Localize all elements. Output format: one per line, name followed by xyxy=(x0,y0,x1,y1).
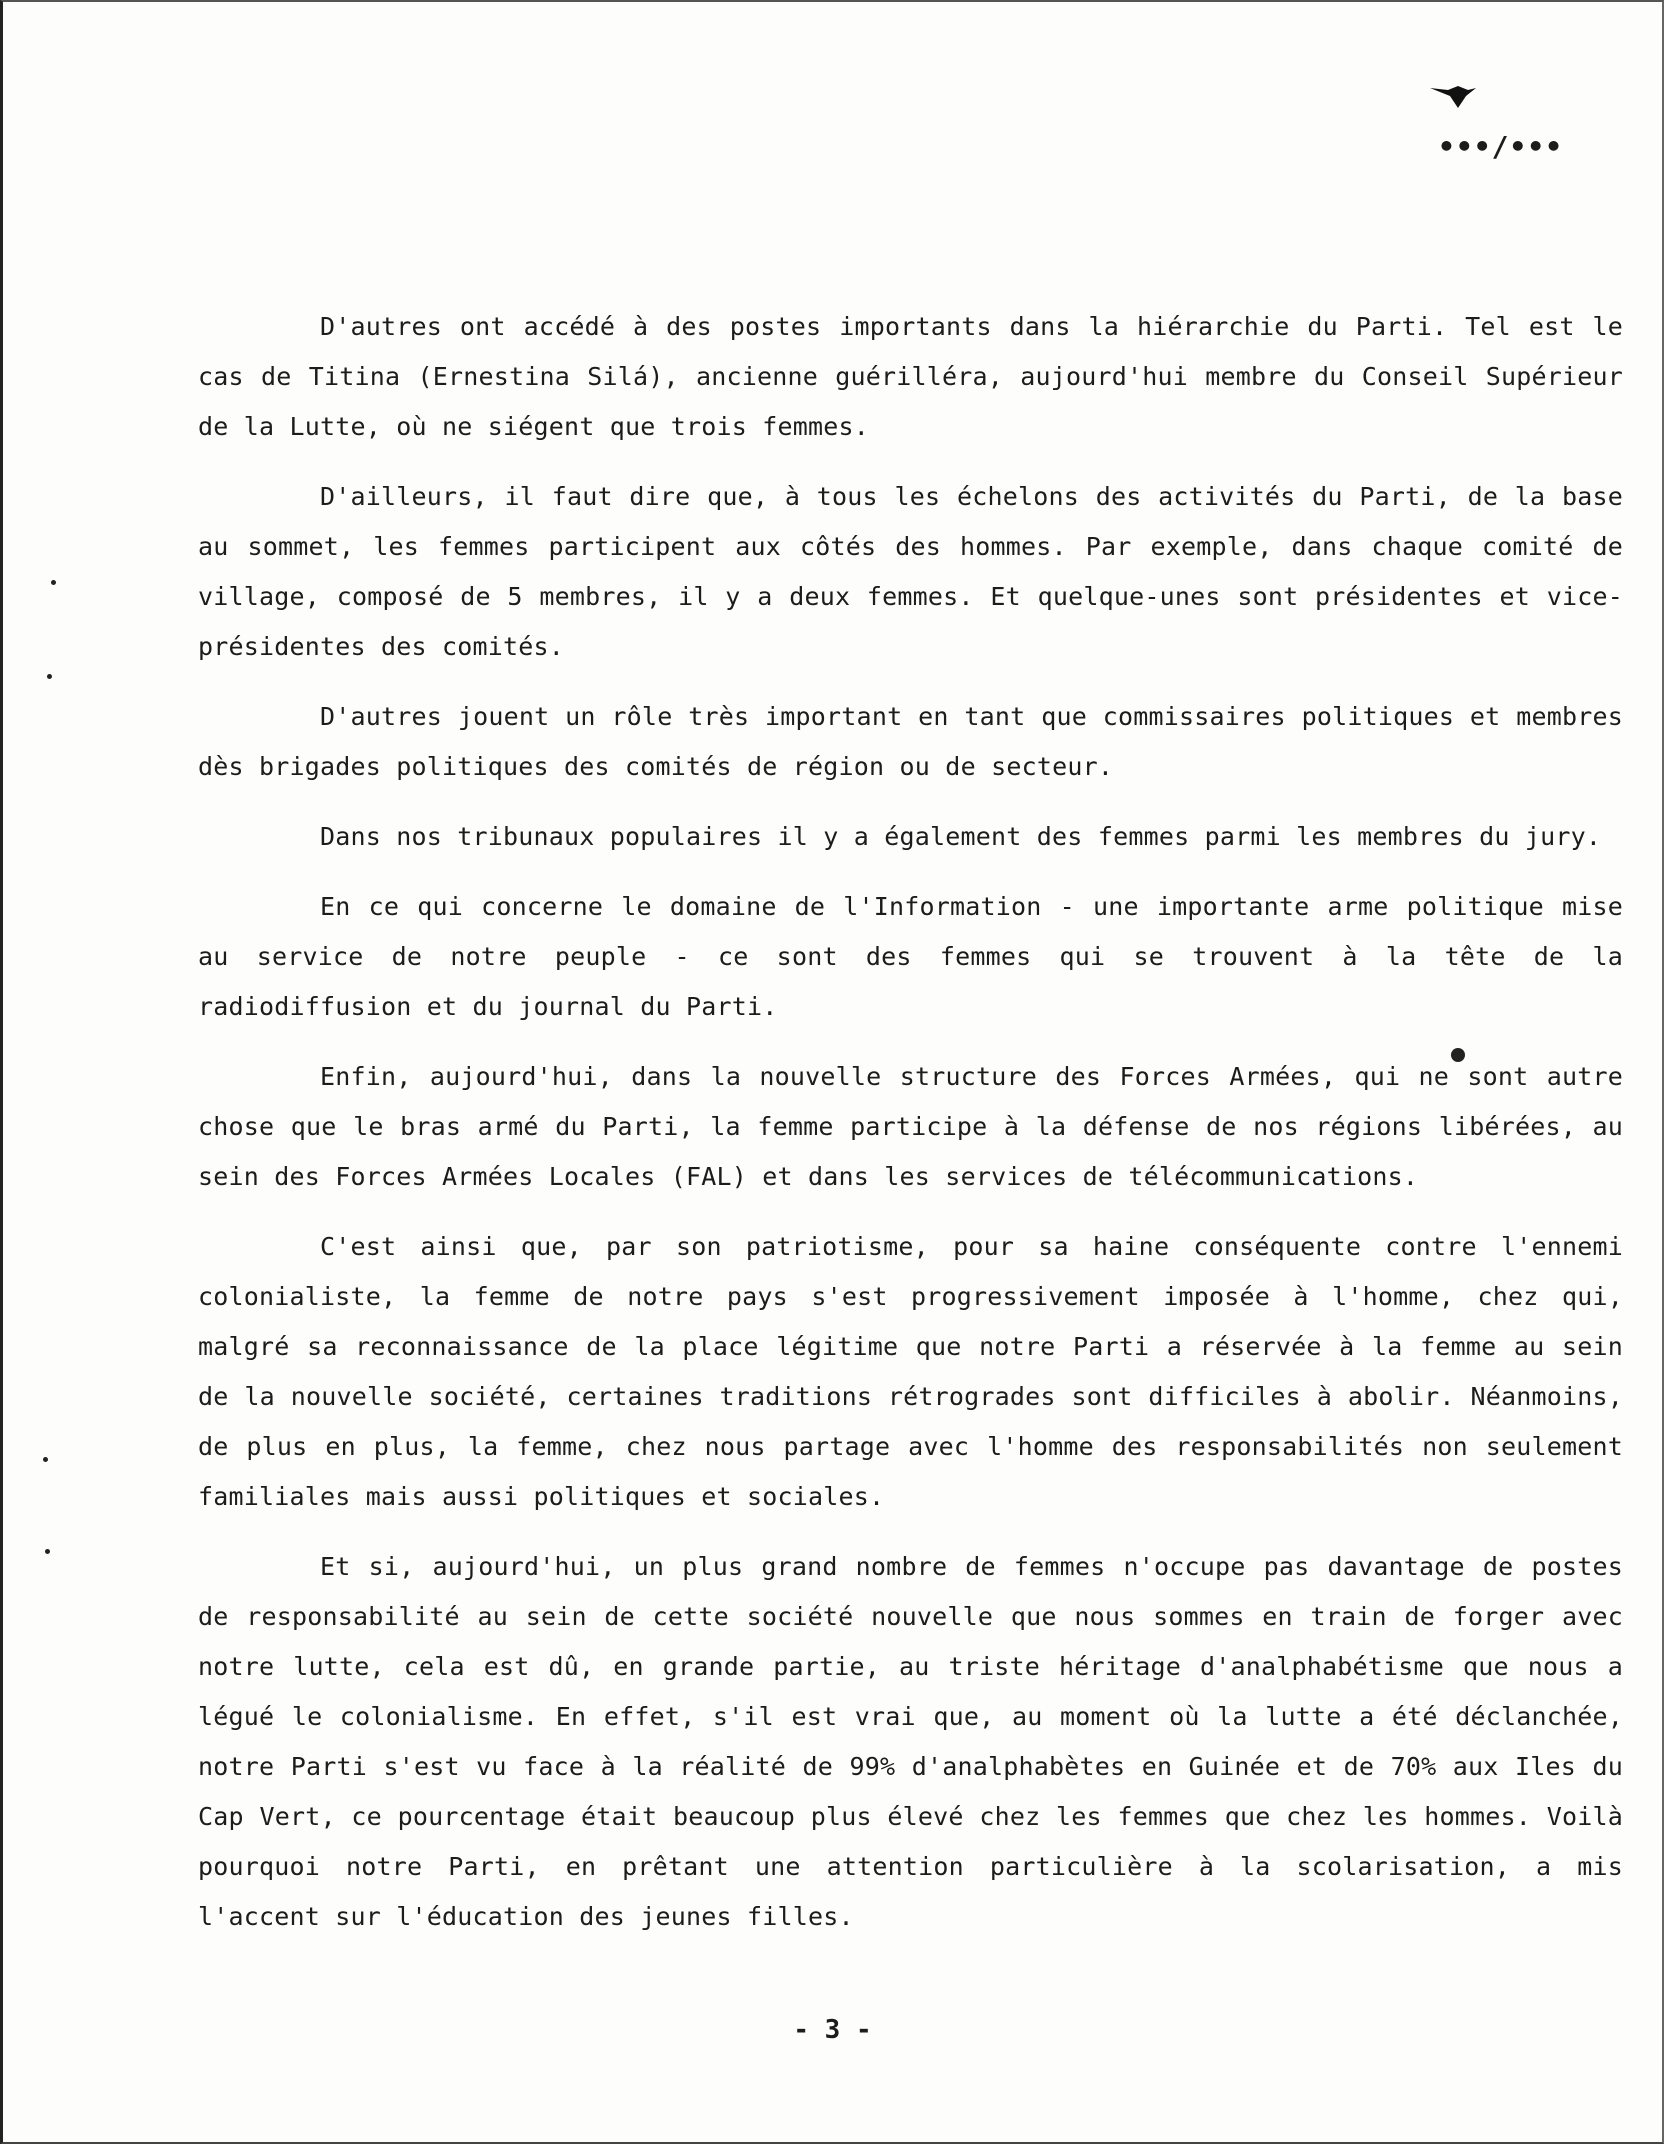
paragraph-8: Et si, aujourd'hui, un plus grand nombre de femmes n'occupe pas davantage de postes de responsabilité au sein de cette société nouvelle que nous sommes en train de forger avec notre lutte, cela est dû, en grande partie, au triste héritage d'analphabétisme que nous a légué le colonialisme. En effet, s'il est vrai que, au moment où la lutte a été déclanchée, notre Parti s'est vu face à la réalité de 99% d'analphabètes en Guinée et de 70% aux Iles du Cap Vert, ce pourcentage était beaucoup plus élevé chez les femmes que chez les hommes. Voilà pourquoi notre Parti, en prêtant une attention particulière à la scolarisation, a mis l'accent sur l'éducation des jeunes filles. xyxy=(198,1552,1623,1931)
scan-speck xyxy=(51,580,56,585)
body-text xyxy=(198,302,1623,1962)
paragraph-7: C'est ainsi que, par son patriotisme, pour sa haine conséquente contre l'ennemi colonialiste, la femme de notre pays s'est progressivement imposée à l'homme, chez qui, malgré sa reconnaissance de la place légitime que notre Parti a réservée à la femme au sein de la nouvelle société, certaines traditions rétrogrades sont difficiles à abolir. Néanmoins, de plus en plus, la femme, chez nous partage avec l'homme des responsabilités non seulement familiales mais aussi politiques et sociales. xyxy=(198,1232,1623,1511)
paragraph-3: D'autres jouent un rôle très important en tant que commissaires politiques et membres dès brigades politiques des comités de région ou de secteur. xyxy=(198,702,1623,781)
ink-blot-icon xyxy=(1428,82,1478,112)
scan-speck xyxy=(45,1549,50,1554)
paragraph-2: D'ailleurs, il faut dire que, à tous les échelons des activités du Parti, de la base au sommet, les femmes participent aux côtés des hommes. Par exemple, dans chaque comité de village, composé de 5 membres, il y a deux femmes. Et quelque-unes sont présidentes et vice-présidentes des comités. xyxy=(198,482,1623,661)
continuation-mark: •••/••• xyxy=(1438,130,1564,163)
paragraph-1: D'autres ont accédé à des postes importants dans la hiérarchie du Parti. Tel est le cas de Titina (Ernestina Silá), ancienne guérilléra, aujourd'hui membre du Conseil Supérieur de la Lutte, où ne siégent que trois femmes. xyxy=(198,312,1623,441)
scan-speck xyxy=(43,1457,48,1462)
paragraph-4: Dans nos tribunaux populaires il y a également des femmes parmi les membres du jury. xyxy=(320,822,1602,851)
scan-speck xyxy=(1451,1048,1465,1062)
page-number: - 3 - xyxy=(793,2015,872,2045)
paragraph-5: En ce qui concerne le domaine de l'Information - une importante arme politique mise au service de notre peuple - ce sont des femmes qui se trouvent à la tête de la radiodiffusion et du journal du Parti. xyxy=(198,892,1623,1021)
scan-speck xyxy=(47,674,52,679)
paragraph-6: Enfin, aujourd'hui, dans la nouvelle structure des Forces Armées, qui ne sont autre chose que le bras armé du Parti, la femme participe à la défense de nos régions libérées, au sein des Forces Armées Locales (FAL) et dans les services de télécommunications. xyxy=(198,1062,1623,1191)
